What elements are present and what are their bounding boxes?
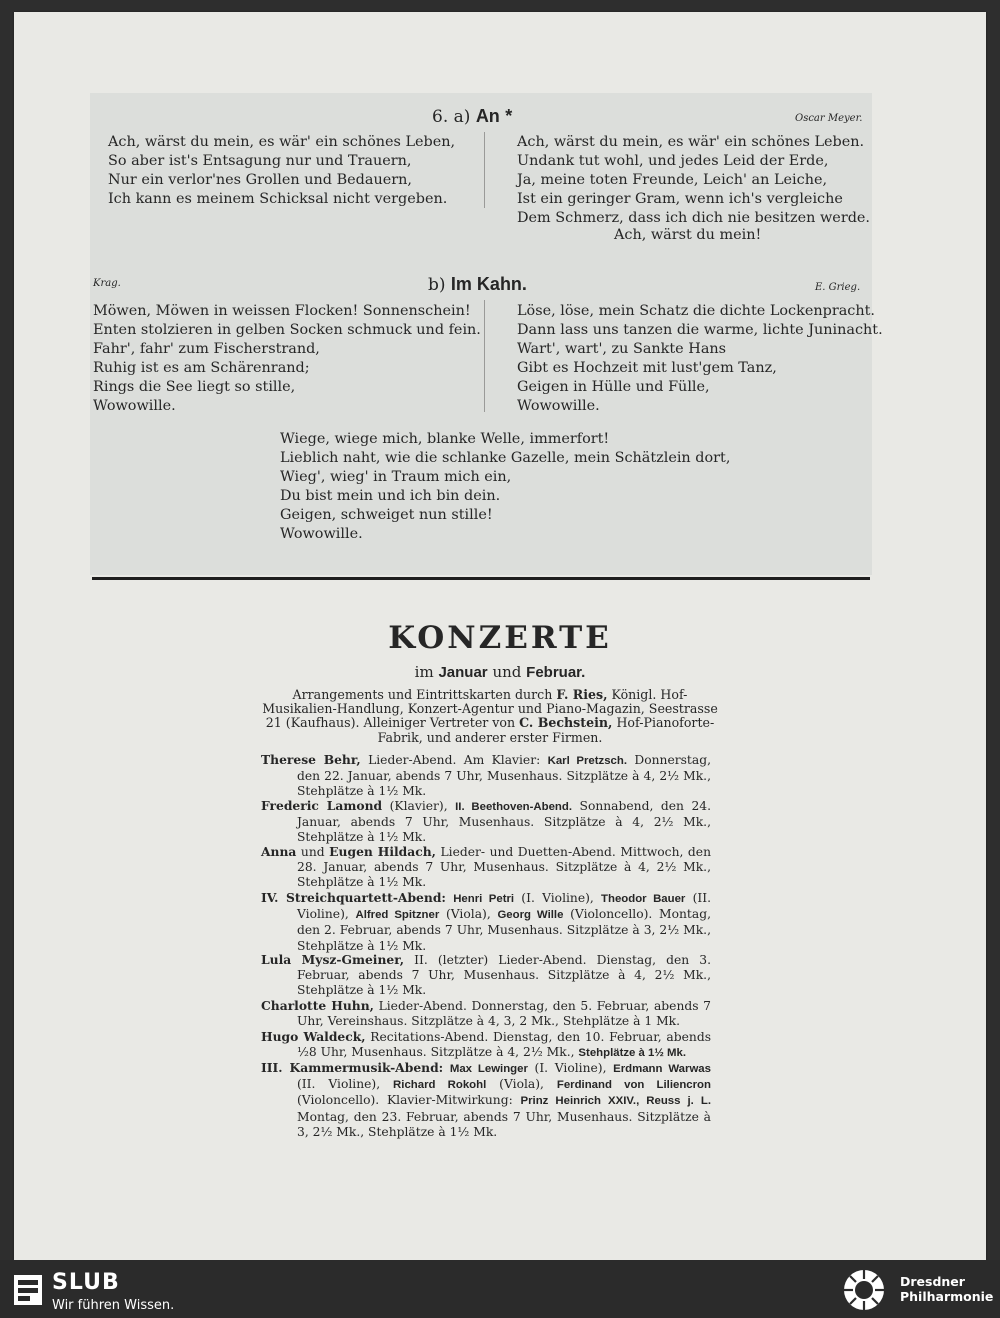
verse-line: Ruhig ist es am Schärenrand; (93, 360, 310, 377)
verse-line: Enten stolzieren in gelben Socken schmuck und fein. (93, 322, 481, 339)
slub-name[interactable]: SLUB (52, 1270, 120, 1295)
verse-line: Undank tut wohl, und jedes Leid der Erde, (517, 153, 829, 170)
verse-line: Fahr', fahr' zum Fischerstrand, (93, 341, 320, 358)
song-b-center-verse (280, 430, 730, 545)
slub-logo-icon (14, 1275, 42, 1305)
verse-line: Nur ein verlor'nes Grollen und Bedauern, (108, 172, 412, 189)
concert-entry: IV. Streichquartett-Abend: Henri Petri (I. Violine), Theodor Bauer (II. Violine), Alfred Spitzner (Viola), Georg Wille (Violoncello). Montag, den 2. Februar, abends 7 Uhr, Musenhaus. Sitzplätze à 3, 2½ Mk., Stehplätze à 1½ Mk. (261, 890, 711, 953)
song-b-heading (428, 274, 527, 295)
concert-entry: Hugo Waldeck, Recitations-Abend. Dienstag, den 10. Februar, abends ½8 Uhr, Musenhaus. Sitzplätze à 4, 2½ Mk., Stehplätze à 1½ Mk. (261, 1029, 712, 1060)
booking-intro: Arrangements und Eintrittskarten durch F. Ries, Königl. Hof-Musikalien-Handlung, Konzert-Agentur und Piano-Magazin, Seestrasse 21 (Kaufhaus). Alleiniger Vertreter von C. Bechstein, Hof-Pianoforte-Fabrik, und anderer erster Firmen. (262, 687, 718, 745)
section-rule (92, 577, 870, 580)
column-divider (484, 132, 485, 208)
verse-line: Ach, wärst du mein, es wär' ein schönes Leben, (108, 134, 456, 150)
song-a-title: An (475, 106, 500, 126)
column-divider (484, 300, 485, 412)
verse-line: Ach, wärst du mein, es wär' ein schönes Leben. (517, 134, 865, 150)
song-b-left-verse (93, 302, 481, 417)
song-b-credit-right: E. Grieg. (815, 282, 861, 293)
verse-line: Lieblich naht, wie die schlanke Gazelle, mein Schätzlein dort, (280, 450, 731, 467)
verse-line: Löse, löse, mein Schatz die dichte Lockenpracht. (517, 303, 875, 319)
concert-entry: Therese Behr, Lieder-Abend. Am Klavier: Karl Pretzsch. Donnerstag, den 22. Januar, abends 7 Uhr, Musenhaus. Sitzplätze à 4, 2½ Mk., Stehplätze à 1½ Mk. (261, 752, 711, 799)
verse-line: Geigen in Hülle und Fülle, (517, 379, 710, 396)
verse-line: Wart', wart', zu Sankte Hans (517, 341, 727, 358)
concert-entry: Lula Mysz-Gmeiner, II. (letzter) Lieder-Abend. Dienstag, den 3. Februar, abends 7 Uhr, Musenhaus. Sitzplätze à 4, 2½ Mk., Stehplätze à 1½ Mk. (261, 952, 711, 998)
song-a-credit: Oscar Meyer. (795, 113, 863, 124)
verse-line: Wiege, wiege mich, blanke Welle, immerfort! (280, 431, 610, 447)
verse-line: Dann lass uns tanzen die warme, lichte Juninacht. (517, 322, 883, 339)
verse-line: Wowowille. (517, 398, 600, 415)
concert-entry: Frederic Lamond (Klavier), II. Beethoven-Abend. Sonnabend, den 24. Januar, abends 7 Uhr, Musenhaus. Sitzplätze à 4, 2½ Mk., Stehplätze à 1½ Mk. (261, 798, 711, 845)
verse-line: Gibt es Hochzeit mit lust'gem Tanz, (517, 360, 777, 377)
slub-tagline: Wir führen Wissen. (52, 1298, 175, 1313)
song-b-credit-left: Krag. (93, 278, 121, 289)
verse-line: Rings die See liegt so stille, (93, 379, 296, 396)
song-a-closing: Ach, wärst du mein! (614, 227, 762, 243)
philharmonie-logo-icon (842, 1268, 886, 1312)
verse-line: Ich kann es meinem Schicksal nicht vergeben. (108, 191, 448, 208)
concert-entry: III. Kammermusik-Abend: Max Lewinger (I. Violine), Erdmann Warwas (II. Violine), Richard Rokohl (Viola), Ferdinand von Liliencron (Violoncello). Klavier-Mitwirkung: Prinz Heinrich XXIV., Reuss j. L. Montag, den 23. Februar, abends 7 Uhr, Musenhaus. Sitzplätze à 3, 2½ Mk., Stehplätze à 1½ Mk. (261, 1060, 711, 1139)
concert-entry: Charlotte Huhn, Lieder-Abend. Donnerstag, den 5. Februar, abends 7 Uhr, Vereinshaus. Sitzplätze à 4, 3, 2 Mk., Stehplätze à 1 Mk. (261, 998, 711, 1029)
song-b-title: Im Kahn. (450, 274, 527, 294)
song-a-left-verse (108, 133, 455, 209)
footer-bar (0, 1260, 1000, 1318)
verse-line: Du bist mein und ich bin dein. (280, 488, 501, 505)
page-title: KONZERTE (388, 620, 612, 656)
verse-line: So aber ist's Entsagung nur und Trauern, (108, 153, 412, 170)
verse-line: Ja, meine toten Freunde, Leich' an Leiche, (517, 172, 828, 189)
song-a-number: 6. a) (432, 107, 471, 127)
song-a-footnote-mark: * (505, 106, 513, 126)
song-a-right-verse (517, 133, 870, 228)
verse-line: Ist ein geringer Gram, wenn ich's vergleiche (517, 191, 843, 208)
song-a-heading (432, 106, 512, 127)
verse-line: Geigen, schweiget nun stille! (280, 507, 493, 524)
philharmonie-name[interactable]: Dresdner Philharmonie (900, 1274, 994, 1304)
song-b-right-verse (517, 302, 883, 417)
verse-line: Möwen, Möwen in weissen Flocken! Sonnenschein! (93, 303, 471, 319)
verse-line: Wowowille. (93, 398, 176, 415)
concert-entry: Anna und Eugen Hildach, Lieder- und Duetten-Abend. Mittwoch, den 28. Januar, abends 7 Uhr, Musenhaus. Sitzplätze à 4, 2½ Mk., Stehplätze à 1½ Mk. (261, 844, 711, 890)
verse-line: Wieg', wieg' in Traum mich ein, (280, 469, 512, 486)
verse-line: Wowowille. (280, 526, 363, 543)
song-b-number: b) (428, 275, 446, 295)
page-subtitle: im Januar und Februar. (414, 663, 586, 681)
verse-line: Dem Schmerz, dass ich dich nie besitzen werde. (517, 210, 871, 227)
